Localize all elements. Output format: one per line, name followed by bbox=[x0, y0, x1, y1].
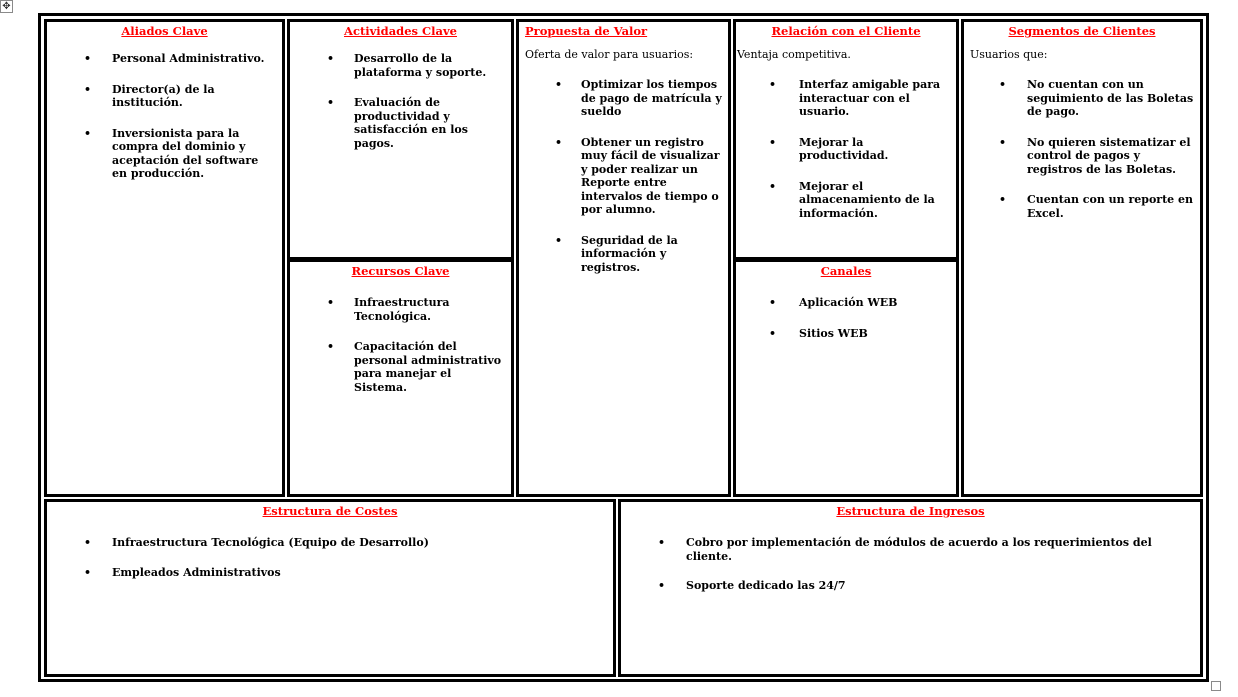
list-item: • Capacitación del personal administrativo para manejar el Sistema. bbox=[327, 340, 502, 394]
bullet-icon: • bbox=[84, 565, 92, 579]
bullet-icon: • bbox=[555, 78, 563, 91]
list-item: • Director(a) de la institución. bbox=[84, 82, 215, 109]
cell-title: Estructura de Ingresos bbox=[836, 504, 985, 518]
business-model-canvas bbox=[38, 13, 1209, 682]
item-list bbox=[742, 296, 950, 340]
list-item: • Infraestructura Tecnológica. bbox=[327, 296, 450, 323]
cell-title: Aliados Clave bbox=[121, 24, 208, 38]
bullet-icon: • bbox=[769, 326, 777, 340]
list-item: • Personal Administrativo. bbox=[84, 52, 265, 65]
bullet-icon: • bbox=[658, 579, 666, 592]
bullet-icon: • bbox=[84, 52, 92, 65]
bullet-icon: • bbox=[327, 96, 335, 109]
list-item: • Mejorar el almacenamiento de la información. bbox=[769, 179, 935, 220]
list-item: • Evaluación de productividad y satisfacción en los pagos. bbox=[327, 96, 468, 150]
bullet-icon: • bbox=[769, 135, 777, 149]
list-item: • Soporte dedicado las 24/7 bbox=[658, 579, 846, 592]
move-icon: ✥ bbox=[2, 1, 11, 12]
cell-title: Propuesta de Valor bbox=[525, 24, 648, 38]
list-item: • Inversionista para la compra del dominio y aceptación del software en producción. bbox=[84, 126, 259, 180]
bullet-icon: • bbox=[555, 233, 563, 247]
cell-segmentos-de-clientes[interactable] bbox=[961, 19, 1203, 497]
cell-title: Actividades Clave bbox=[344, 24, 457, 38]
cell-title: Recursos Clave bbox=[351, 264, 450, 278]
table-resize-handle[interactable] bbox=[1211, 681, 1221, 691]
list-item: • Mejorar la productividad. bbox=[769, 135, 889, 162]
cell-intro: Ventaja competitiva. bbox=[737, 48, 851, 61]
list-item: • No cuentan con un seguimiento de las Boletas de pago. bbox=[999, 78, 1194, 118]
bullet-icon: • bbox=[769, 78, 777, 91]
cell-title: Segmentos de Clientes bbox=[1008, 24, 1156, 38]
item-list bbox=[296, 296, 505, 394]
bullet-icon: • bbox=[327, 340, 335, 353]
list-item: • Sitios WEB bbox=[769, 326, 868, 340]
item-list bbox=[53, 536, 607, 579]
list-item: • Seguridad de la información y registros. bbox=[555, 233, 678, 274]
item-list bbox=[525, 78, 722, 274]
cell-title: Relación con el Cliente bbox=[771, 24, 921, 38]
item-list bbox=[53, 52, 276, 181]
bullet-icon: • bbox=[999, 78, 1007, 91]
bullet-icon: • bbox=[999, 193, 1007, 206]
cell-intro: Oferta de valor para usuarios: bbox=[525, 48, 694, 61]
cell-actividades-clave[interactable] bbox=[287, 19, 514, 260]
bullet-icon: • bbox=[999, 135, 1007, 149]
cell-recursos-clave[interactable] bbox=[287, 259, 514, 497]
item-list bbox=[627, 536, 1194, 593]
bullet-icon: • bbox=[84, 536, 92, 549]
list-item: • Cobro por implementación de módulos de acuerdo a los requerimientos del cliente. bbox=[658, 536, 1152, 563]
item-list bbox=[296, 52, 505, 150]
cell-canales[interactable] bbox=[733, 259, 959, 497]
list-item: • Infraestructura Tecnológica (Equipo de Desarrollo) bbox=[84, 536, 429, 549]
item-list bbox=[970, 78, 1194, 220]
cell-estructura-de-costes[interactable] bbox=[44, 499, 616, 677]
cell-relacion-con-el-cliente[interactable] bbox=[733, 19, 959, 260]
bullet-icon: • bbox=[84, 126, 92, 140]
cell-title: Canales bbox=[820, 264, 872, 278]
list-item: • Cuentan con un reporte en Excel. bbox=[999, 193, 1193, 220]
bullet-icon: • bbox=[84, 82, 92, 96]
cell-aliados-clave[interactable] bbox=[44, 19, 285, 497]
table-move-handle[interactable] bbox=[0, 0, 13, 13]
bullet-icon: • bbox=[658, 536, 666, 549]
cell-title: Estructura de Costes bbox=[262, 504, 398, 518]
list-item: • No quieren sistematizar el control de pagos y registros de las Boletas. bbox=[999, 135, 1191, 176]
list-item: • Obtener un registro muy fácil de visualizar y poder realizar un Reporte entre intervalos de tiempo o por alumno. bbox=[555, 135, 720, 216]
bullet-icon: • bbox=[327, 296, 335, 309]
list-item: • Aplicación WEB bbox=[769, 296, 898, 309]
bullet-icon: • bbox=[555, 135, 563, 149]
cell-propuesta-de-valor[interactable] bbox=[516, 19, 731, 497]
list-item: • Optimizar los tiempos de pago de matrícula y sueldo bbox=[555, 78, 722, 118]
item-list bbox=[742, 78, 950, 220]
bullet-icon: • bbox=[769, 296, 777, 309]
list-item: • Interfaz amigable para interactuar con el usuario. bbox=[769, 78, 941, 118]
bullet-icon: • bbox=[769, 179, 777, 193]
cell-intro: Usuarios que: bbox=[970, 48, 1048, 61]
bullet-icon: • bbox=[327, 52, 335, 65]
list-item: • Empleados Administrativos bbox=[84, 565, 281, 579]
cell-estructura-de-ingresos[interactable] bbox=[618, 499, 1203, 677]
list-item: • Desarrollo de la plataforma y soporte. bbox=[327, 52, 487, 79]
